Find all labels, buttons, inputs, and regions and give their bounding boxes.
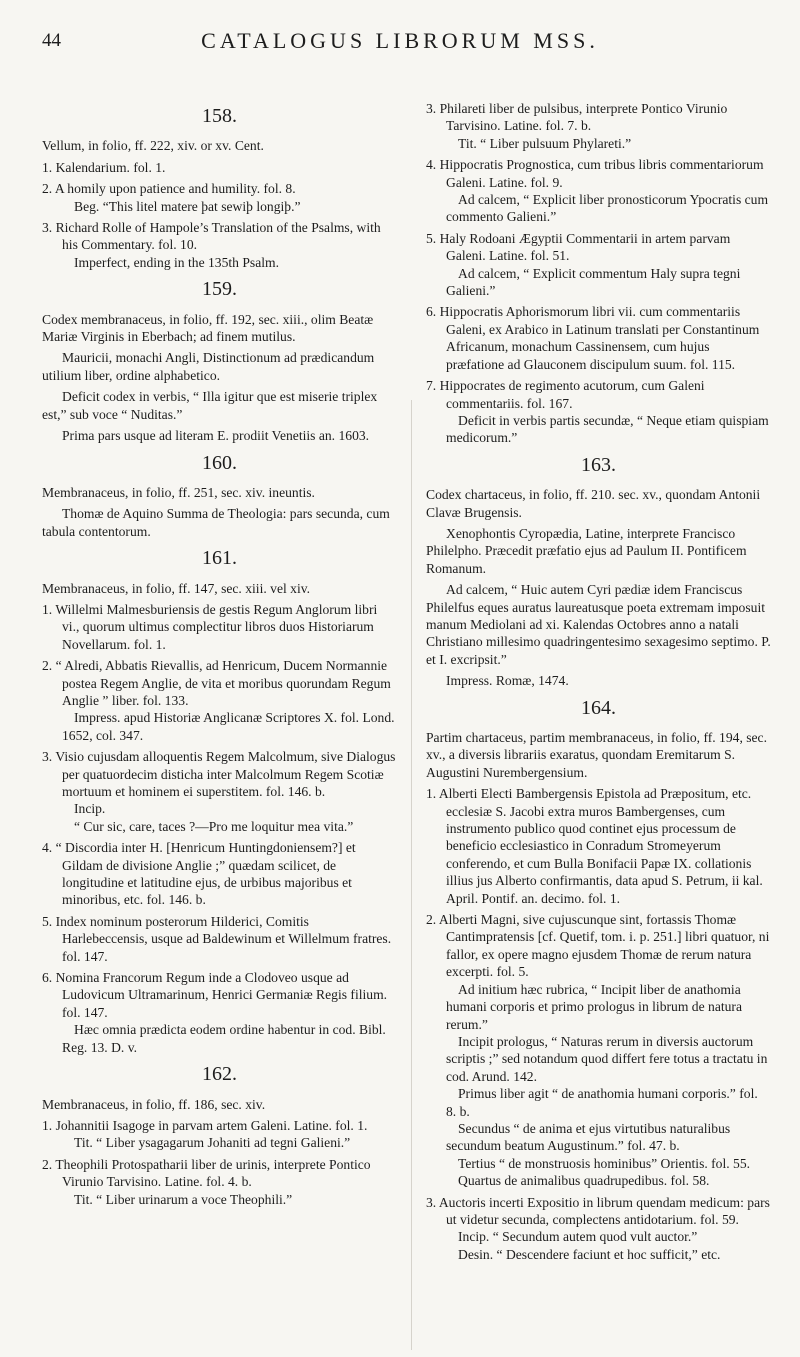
item-text: 4. “ Discordia inter H. [Henricum Huntingdoniensem?] et Gildam de divisione Anglie ;” quædam scilicet, de longitudine et latitudine ejus, de urbibus majoribus et minoribus, etc. fol. 146. b.	[42, 840, 356, 908]
item-note: “ Cur sic, care, taces ?—Pro me loquitur mea vita.”	[74, 818, 354, 834]
entry-item	[42, 748, 397, 835]
item-text: 2. Alberti Magni, sive cujuscunque sint, fortassis Thomæ Cantimpratensis [cf. Quetif, tom. i. p. 251.] libri quatuor, ni fallor, ex opere magno ejusdem Thomæ de rerum natura excerpti. fol. 5.	[426, 912, 770, 980]
catalogue-entry	[426, 100, 771, 447]
item-text: 3. Philareti liber de pulsibus, interprete Pontico Virunio Tarvisino. Latine. fol. 7. b.	[426, 101, 728, 134]
entry-item	[42, 159, 397, 176]
catalogue-entry	[42, 451, 397, 541]
item-text: 5. Index nominum posterorum Hilderici, Comitis Harlebeccensis, usque ad Baldewinum et Willelmum fratres. fol. 147.	[42, 913, 392, 964]
item-text: 7. Hippocrates de regimento acutorum, cum Galeni commentariis. fol. 167.	[426, 378, 705, 411]
item-note: Imperfect, ending in the 135th Psalm.	[74, 254, 279, 270]
item-text: 5. Haly Rodoani Ægyptii Commentarii in artem parvam Galeni. Latine. fol. 51.	[426, 230, 731, 264]
item-note: Tit. “ Liber ysagagarum Johaniti ad tegni Galieni.”	[74, 1135, 351, 1151]
catalogue-entry	[42, 547, 397, 1056]
entry-number: 159.	[202, 278, 237, 301]
item-text: 3. Visio cujusdam alloquentis Regem Malcolmum, sive Dialogus per quatuordecim disticha inter Malcolmum Regem Scotiæ mortuum et hominem ei superstitem. fol. 146. b.	[42, 749, 396, 799]
item-note: Tit. “ Liber pulsuum Phylareti.”	[458, 135, 632, 151]
item-text: 6. Nomina Francorum Regum inde a Clodoveo usque ad Ludovicum Ultramarinum, Henrici Germaniæ Regis filium. fol. 147.	[42, 970, 388, 1020]
catalogue-entry	[42, 278, 397, 444]
item-note: Impress. apud Historiæ Anglicanæ Scriptores X. fol. Lond. 1652, col. 347.	[62, 710, 395, 743]
entry-paragraph: Thomæ de Aquino Summa de Theologia: pars secunda, cum tabula contentorum.	[42, 506, 390, 539]
item-text: 4. Hippocratis Prognostica, cum tribus libris commentariorum Galeni. Latine. fol. 9.	[426, 157, 764, 190]
item-text: 1. Willelmi Malmesburiensis de gestis Regum Anglorum libri vi., quorum ultimus complectitur libros duos Historiarum Novellarum. fol. 1.	[42, 601, 378, 652]
catalogue-entry	[42, 105, 397, 271]
entry-description: Membranaceus, in folio, ff. 147, sec. xiii. vel xiv.	[42, 580, 311, 596]
entry-item	[426, 156, 771, 226]
entry-item	[426, 303, 771, 373]
entry-description: Membranaceus, in folio, ff. 186, sec. xiv.	[42, 1096, 266, 1112]
entry-paragraph: Xenophontis Cyropædia, Latine, interprete Francisco Philelpho. Præcedit præfatio ejus ad Paulum II. Pontificem Romanum.	[426, 525, 747, 576]
entry-item	[42, 1117, 397, 1152]
item-note: Desin. “ Descendere faciunt et hoc sufficit,” etc.	[458, 1246, 721, 1262]
item-text: 6. Hippocratis Aphorismorum libri vii. cum commentariis Galeni, ex Arabico in Latinum translati per Constantinum Africanum, monachum Cassinensem, cum hujus præfatione ad Glauconem discipulum suum. fol. 115.	[426, 304, 760, 372]
catalogue-entry	[42, 1063, 397, 1208]
item-text: 2. A homily upon patience and humility. fol. 8.	[42, 181, 296, 197]
item-note: Incip.	[74, 801, 106, 817]
entry-description: Codex membranaceus, in folio, ff. 192, sec. xiii., olim Beatæ Mariæ Virginis in Eberbach; ad finem mutilus.	[42, 311, 374, 345]
entry-description: Vellum, in folio, ff. 222, xiv. or xv. Cent.	[42, 138, 264, 154]
item-note: Beg. “This litel matere þat sewiþ longiþ.”	[74, 198, 301, 214]
entry-item	[42, 601, 397, 653]
entry-description: Codex chartaceus, in folio, ff. 210. sec. xv., quondam Antonii Clavæ Brugensis.	[426, 487, 761, 520]
entry-number: 158.	[202, 105, 237, 127]
catalogue-entry	[426, 453, 771, 690]
entry-item	[42, 219, 397, 271]
item-note: Ad initium hæc rubrica, “ Incipit liber de anathomia humani corporis et primo prologus in librum de natura rerum.”	[446, 981, 742, 1032]
entry-number: 164.	[581, 696, 616, 719]
entry-description: Partim chartaceus, partim membranaceus, in folio, ff. 194, sec. xv., a diversis librariis exaratus, quondam Eremitarum S. Augustini Nurembergensium.	[426, 730, 767, 780]
entry-paragraph: Impress. Romæ, 1474.	[446, 673, 569, 689]
entry-item	[42, 180, 397, 215]
running-title: CATALOGUS LIBRORUM MSS.	[201, 28, 599, 53]
item-note: Quartus de animalibus quadrupedibus. fol. 58.	[458, 1173, 710, 1189]
item-text: 2. “ Alredi, Abbatis Rievallis, ad Henricum, Ducem Normannie postea Regem Anglie, de vita et moribus quorundam Regum Anglie ” liber. fol. 133.	[42, 658, 391, 708]
entry-item	[42, 657, 397, 744]
entry-item	[426, 911, 771, 1190]
entry-paragraph: Mauricii, monachi Angli, Distinctionum ad prædicandum utilium liber, ordine alphabetico.	[42, 350, 375, 383]
entry-item	[42, 1156, 397, 1208]
item-text: 1. Kalendarium. fol. 1.	[42, 159, 166, 175]
entry-item	[42, 839, 397, 909]
entry-item	[42, 913, 397, 965]
entry-item	[426, 1194, 771, 1264]
entry-paragraph: Prima pars usque ad literam E. prodiit Venetiis an. 1603.	[62, 428, 370, 444]
item-note: Ad calcem, “ Explicit liber pronosticorum Ypocratis cum commento Galieni.”	[446, 192, 769, 225]
item-note: Tertius “ de monstruosis hominibus” Orientis. fol. 55.	[458, 1155, 751, 1171]
entry-description: Membranaceus, in folio, ff. 251, sec. xiv. ineuntis.	[42, 484, 315, 500]
item-text: 1. Alberti Electi Bambergensis Epistola ad Præpositum, etc. ecclesiæ S. Jacobi extra muros Bambergenses, cum instrumento publico quod continet ejus processum de beneficio ecclesiastico in Conradum Stromeyerum conferendo, et cum Bulla Bonifacii Papæ IX. collationis illius jus Alberto confirmantis, data apud S. Petrum, ii kal. April. Pontif. an. decimo. fol. 1.	[426, 786, 763, 906]
item-text: 3. Richard Rolle of Hampole’s Translation of the Psalms, with his Commentary. fol. 10.	[42, 220, 381, 253]
entry-paragraph: Ad calcem, “ Huic autem Cyri pædiæ idem Franciscus Philelfus eques auratus laureatusque poeta extremam imposuit manum Mediolani ad xi. Kalendas Octobres anno a natali Christiano millesimo quadringentesimo sexagesimo septimo. P. et I. excripsit.”	[426, 582, 771, 667]
entry-number: 163.	[581, 453, 616, 476]
entry-item	[426, 230, 771, 300]
column-divider	[411, 400, 412, 1350]
left-column	[42, 100, 397, 1218]
entry-number: 161.	[202, 547, 237, 570]
entry-item	[426, 785, 771, 907]
entry-item	[426, 377, 771, 447]
item-note: Primus liber agit “ de anathomia humani corporis.” fol. 8. b.	[446, 1086, 758, 1119]
item-note: Incipit prologus, “ Naturas rerum in diversis auctorum scriptis ;” sed notandum quod differt fere totus a tractatu in cod. Arund. 142.	[446, 1033, 768, 1084]
item-note: Hæc omnia prædicta eodem ordine habentur in cod. Bibl. Reg. 13. D. v.	[62, 1022, 386, 1055]
catalogue-entry	[426, 696, 771, 1264]
entry-number: 160.	[202, 451, 237, 474]
entry-number: 162.	[202, 1063, 237, 1086]
item-note: Deficit in verbis partis secundæ, “ Neque etiam quispiam medicorum.”	[446, 412, 769, 446]
page-number: 44	[42, 30, 61, 51]
item-text: 1. Johannitii Isagoge in parvam artem Galeni. Latine. fol. 1.	[42, 1117, 368, 1133]
item-note: Incip. “ Secundum autem quod vult auctor.”	[458, 1229, 698, 1245]
entry-item	[42, 969, 397, 1056]
item-note: Secundus “ de anima et ejus virtutibus naturalibus secundum beatum Augustinum.” fol. 47. b.	[446, 1120, 731, 1154]
right-column	[426, 100, 771, 1273]
item-text: 3. Auctoris incerti Expositio in librum quendam medicum: pars ut videtur secunda, complectens antidotarium. fol. 59.	[426, 1194, 770, 1227]
entry-item	[426, 100, 771, 152]
item-text: 2. Theophili Protospatharii liber de urinis, interprete Pontico Virunio Tarvisino. Latine. fol. 4. b.	[42, 1156, 371, 1190]
entry-paragraph: Deficit codex in verbis, “ Illa igitur que est miserie triplex est,” sub voce “ Nuditas.”	[42, 389, 378, 422]
page-header	[0, 28, 800, 68]
item-note: Tit. “ Liber urinarum a voce Theophili.”	[74, 1191, 293, 1207]
item-note: Ad calcem, “ Explicit commentum Haly supra tegni Galieni.”	[446, 265, 741, 299]
